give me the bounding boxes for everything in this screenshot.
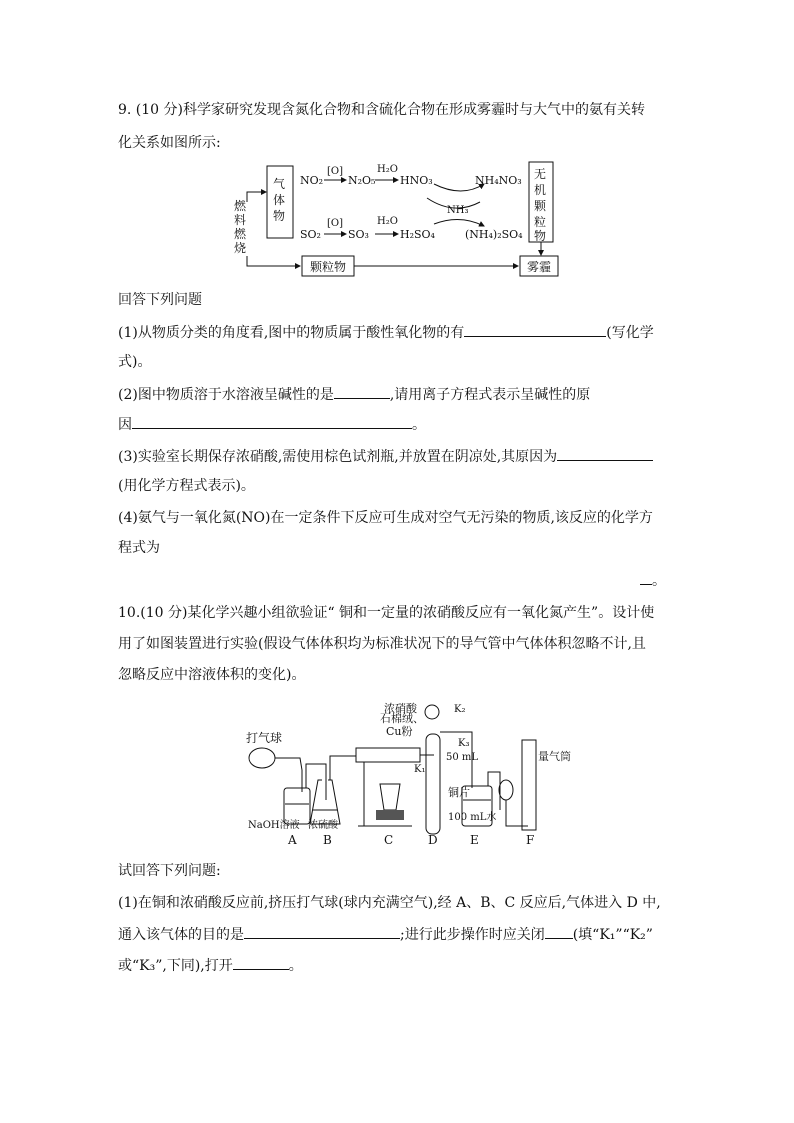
label-c: C (384, 833, 394, 847)
row2-curve-arrow (434, 219, 484, 226)
f-rubber-tube (506, 800, 528, 826)
label-d: D (428, 833, 438, 847)
pump-label: 打气球 (246, 731, 283, 745)
fuel-label-3: 燃 (234, 227, 247, 241)
q9-p4-text-c: 。 (652, 573, 666, 589)
inorganic-char-4: 粒 (534, 215, 547, 229)
a-to-b-tube (306, 764, 326, 800)
q9-p1-blank[interactable] (464, 322, 606, 337)
nh3-label: NH₃ (447, 205, 469, 216)
label-f: F (526, 833, 535, 847)
cu-powder-label: Cu粉 (386, 725, 413, 738)
fuel-to-gas-arrow (247, 192, 266, 202)
gas-box-char-1: 气 (273, 177, 286, 191)
gas-cylinder (522, 740, 536, 830)
q9-p4-blank[interactable] (640, 570, 652, 585)
gas-cylinder-label: 量气筒 (538, 750, 571, 763)
burner (380, 784, 400, 810)
q10-part1-line3 (118, 955, 303, 976)
fuel-label-2: 料 (234, 213, 247, 227)
q9-part1-line2: 式)。 (118, 354, 152, 370)
q10-p1-blank-1[interactable] (244, 924, 400, 939)
gas-box-char-2: 体 (273, 193, 286, 207)
label-a: A (288, 833, 297, 847)
q10-header-line2: 用了如图装置进行实验(假设气体体积均为标准状况下的导气管中气体体积忽略不计,且 (118, 636, 646, 652)
row2-nh42so4: (NH₄)₂SO₄ (465, 228, 523, 241)
fuel-label-4: 烧 (234, 241, 247, 255)
q10-apparatus-diagram (240, 700, 571, 848)
q10-p1-text-f: 。 (288, 958, 303, 974)
q9-transformation-diagram (222, 158, 567, 280)
q10-part1-line1: (1)在铜和浓硝酸反应前,挤压打气球(球内充满空气),经 A、B、C 反应后,气体进入 D 中, (118, 895, 661, 911)
fuel-label-1: 燃 (234, 199, 247, 213)
q10-p1-text-c: ;进行此步操作时应关闭 (400, 927, 545, 943)
q10-header-line1: 10.(10 分)某化学兴趣小组欲验证“ 铜和一定量的浓硝酸反应有一氧化氮产生”。设计使 (118, 605, 655, 621)
q9-part1-line1 (118, 322, 654, 343)
row2-h2o: H₂O (377, 216, 398, 227)
q9-part2-line1 (118, 384, 590, 405)
q9-p3-text-a: (3)实验室长期保存浓硝酸,需使用棕色试剂瓶,并放置在阴凉处,其原因为 (118, 449, 558, 465)
inorganic-char-5: 物 (534, 229, 547, 243)
q10-p1-text-b: 通入该气体的目的是 (118, 927, 244, 943)
funnel (425, 705, 439, 719)
fuel-to-particle-arrow (247, 256, 300, 266)
pump-bulb (249, 748, 275, 768)
row1-h2o: H₂O (377, 164, 398, 175)
haze-box-label: 雾霾 (527, 260, 552, 274)
k2-label: K₂ (454, 704, 466, 715)
q9-p1-text-a: (1)从物质分类的角度看,图中的物质属于酸性氧化物的有 (118, 325, 465, 341)
copper-sheet-label: 铜片 (448, 786, 470, 799)
pump-tube (275, 758, 302, 792)
q9-p2-text-d: 。 (412, 417, 426, 433)
q10-part1-line2 (118, 924, 653, 945)
row2-h2so4: H₂SO₄ (400, 228, 435, 241)
flask-b (310, 780, 340, 824)
bottle-a (284, 788, 310, 824)
q9-p2-text-b: ,请用离子方程式表示呈碱性的原 (389, 387, 591, 403)
q10-p1-text-e: 或“K₃”,下同),打开 (118, 958, 233, 974)
k1-label: K₁ (414, 764, 426, 775)
row2-o: [O] (327, 218, 344, 229)
q9-part4-line1: (4)氨气与一氧化氮(NO)在一定条件下反应可生成对空气无污染的物质,该反应的化学方 (118, 510, 653, 526)
gas-box-char-3: 物 (273, 209, 286, 223)
tube-c (356, 748, 420, 762)
burner-base (376, 810, 404, 820)
q9-header-line1: 9. (10 分)科学家研究发现含氮化合物和含硫化合物在形成雾霾时与大气中的氨有关转 (118, 102, 645, 118)
row2-so2: SO₂ (300, 228, 321, 241)
k3-label: K₃ (458, 738, 470, 749)
label-b: B (323, 833, 332, 847)
b-to-c-tube (330, 756, 356, 780)
q9-header-line2: 化关系如图所示: (118, 135, 221, 151)
e-to-f-tube (488, 772, 500, 810)
bulb-f (499, 780, 513, 800)
conc-nitric-label: 浓硝酸 (384, 702, 417, 715)
particle-box-label: 颗粒物 (310, 260, 347, 274)
q10-try-answer: 试回答下列问题: (118, 863, 221, 879)
q10-header-line3: 忽略反应中溶液体积的变化)。 (118, 667, 306, 683)
q10-p1-blank-2[interactable] (545, 924, 573, 939)
q10-p1-blank-3[interactable] (233, 955, 289, 970)
q9-part3-line2: (用化学方程式表示)。 (118, 478, 255, 494)
q9-p2-blank-2[interactable] (132, 414, 412, 429)
q9-p3-blank[interactable] (557, 446, 653, 461)
q9-part2-line2 (118, 414, 426, 435)
inorganic-char-1: 无 (534, 167, 547, 181)
asbestos-label: 石棉绒、 (380, 712, 424, 725)
q9-p2-text-c: 因 (118, 417, 132, 433)
q9-part4-line2: 程式为 (118, 540, 160, 556)
q9-answer-intro: 回答下列问题 (118, 292, 202, 308)
row1-n2o5: N₂O₅ (348, 174, 376, 187)
tube-d (426, 734, 440, 834)
naoh-label: NaOH溶液 (248, 820, 300, 831)
row1-nh4no3: NH₄NO₃ (475, 174, 522, 187)
q9-p2-blank-1[interactable] (334, 384, 390, 399)
row2-so3: SO₃ (348, 228, 369, 241)
q9-p2-text-a: (2)图中物质溶于水溶液呈碱性的是 (118, 387, 334, 403)
h2so4-label: 浓硫酸 (308, 820, 338, 831)
ml50-label: 50 mL (446, 752, 479, 763)
row1-no2: NO₂ (300, 174, 324, 187)
q10-p1-text-d: (填“K₁”“K₂” (572, 927, 653, 943)
row1-hno3: HNO₃ (400, 174, 433, 187)
row1-o: [O] (327, 166, 344, 177)
ml100-label: 100 mL水 (448, 812, 497, 823)
q9-part4-line3 (640, 570, 666, 591)
inorganic-char-3: 颗 (534, 199, 547, 213)
q9-part3-line1 (118, 446, 653, 467)
label-e: E (470, 833, 479, 847)
q9-p1-text-b: (写化学 (606, 325, 654, 341)
inorganic-char-2: 机 (534, 183, 547, 197)
